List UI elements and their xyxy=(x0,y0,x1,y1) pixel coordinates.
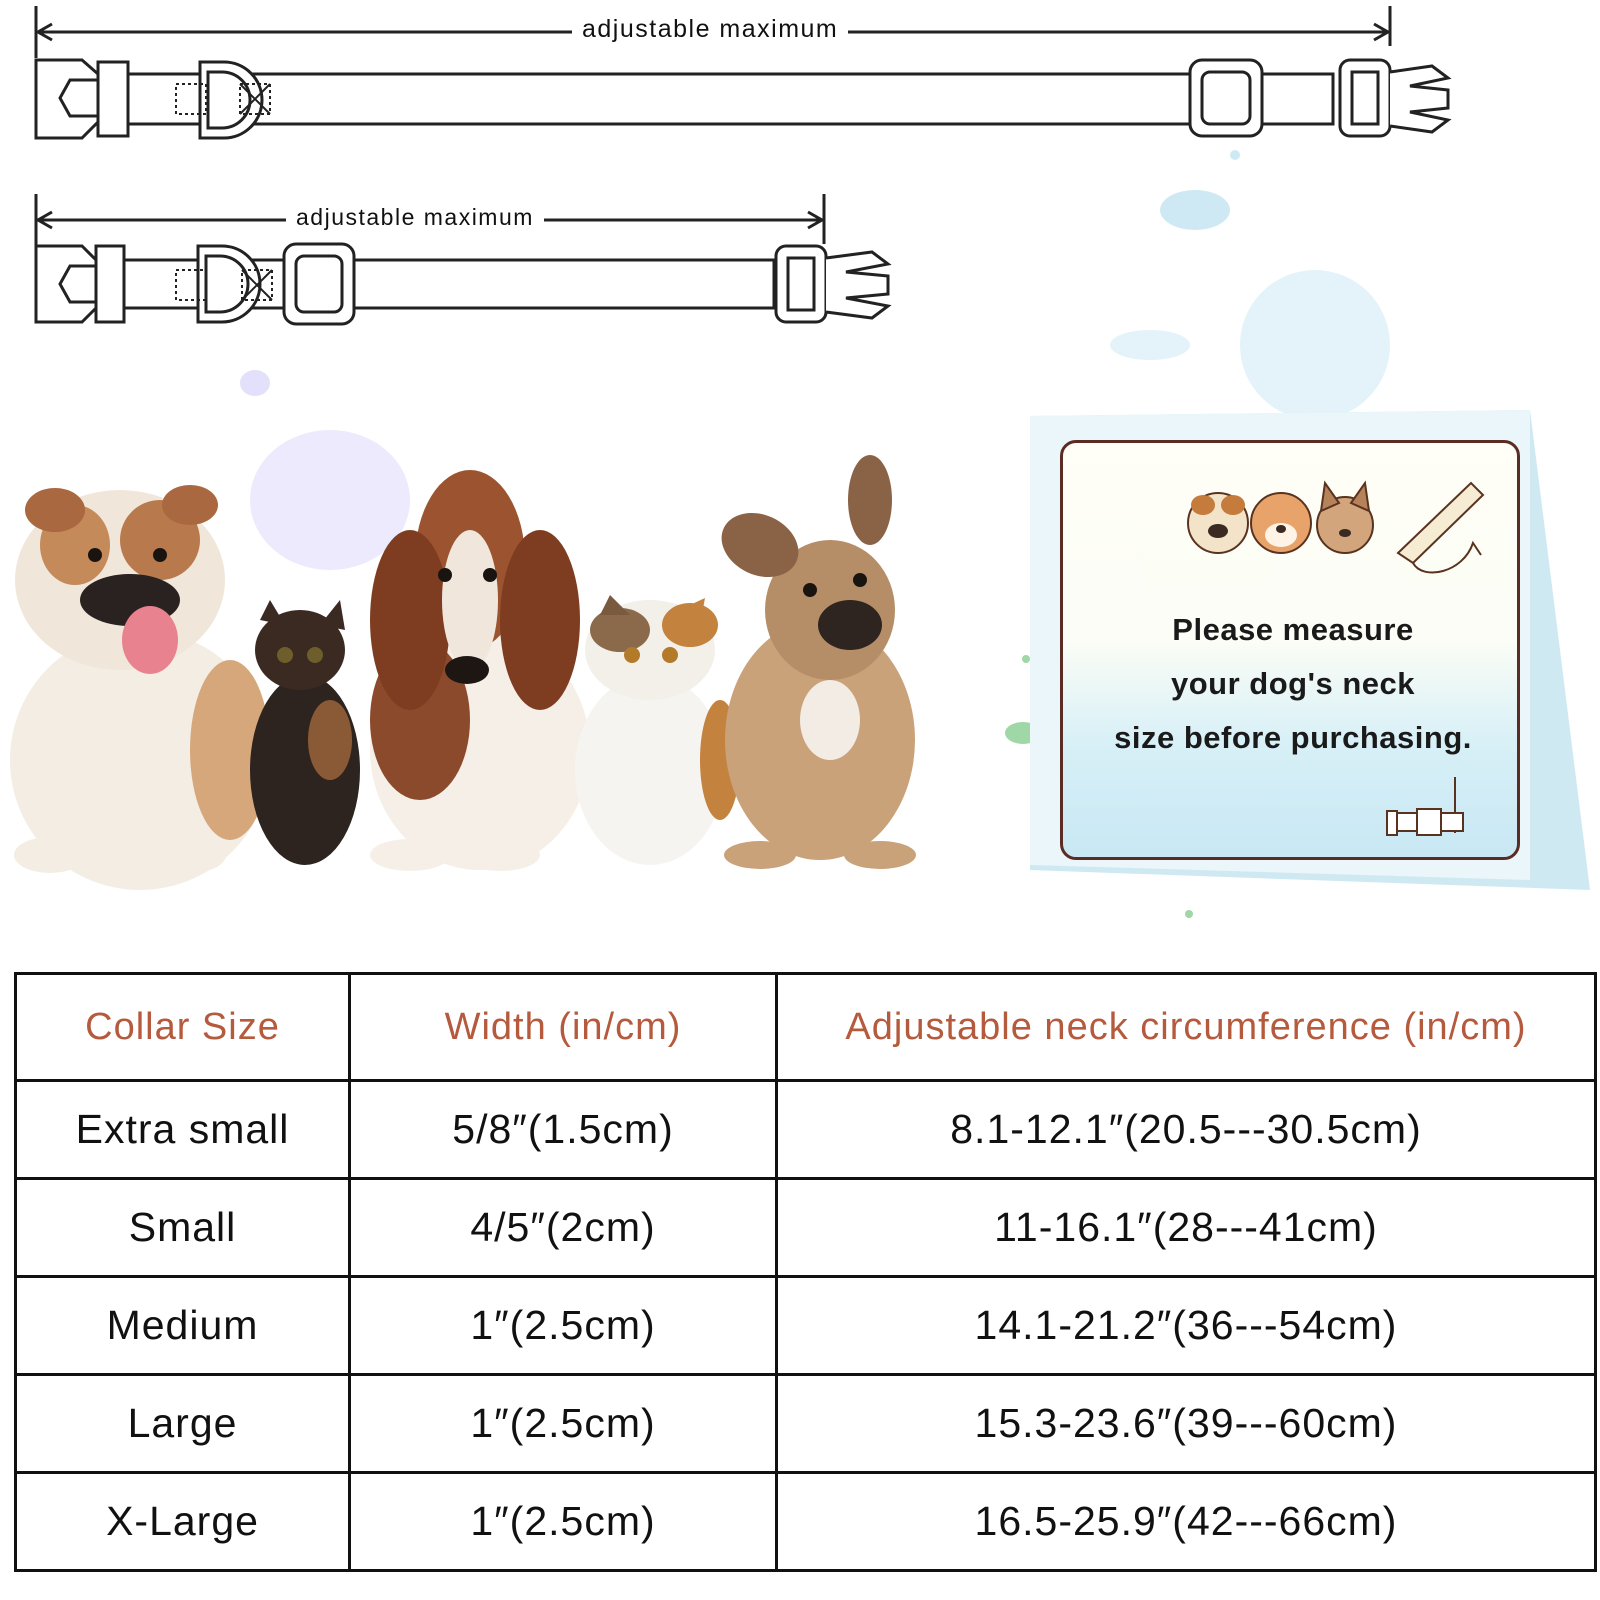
width-cell: 1″(2.5cm) xyxy=(350,1375,777,1473)
sign-line-1: Please measure xyxy=(1172,612,1414,647)
neck-cell: 14.1-21.2″(36---54cm) xyxy=(777,1277,1596,1375)
width-cell: 1″(2.5cm) xyxy=(350,1277,777,1375)
blue-splash xyxy=(1230,150,1240,160)
size-cell: Large xyxy=(16,1375,350,1473)
sign-line-2: your dog's neck xyxy=(1171,666,1415,701)
width-cell: 4/5″(2cm) xyxy=(350,1179,777,1277)
neck-cell: 8.1-12.1″(20.5---30.5cm) xyxy=(777,1081,1596,1179)
measuring-tape-icon xyxy=(1398,483,1483,573)
table-header-row xyxy=(16,974,1596,1081)
size-cell: Medium xyxy=(16,1277,350,1375)
header-collar-size: Collar Size xyxy=(16,974,350,1081)
collar-icon xyxy=(1383,773,1473,853)
table-row xyxy=(16,1179,1596,1277)
size-cell: X-Large xyxy=(16,1473,350,1571)
table-row xyxy=(16,1277,1596,1375)
table-row xyxy=(16,1375,1596,1473)
neck-cell: 11-16.1″(28---41cm) xyxy=(777,1179,1596,1277)
basset-hound-image xyxy=(370,470,590,871)
measure-sign xyxy=(1030,410,1590,910)
size-cell: Small xyxy=(16,1179,350,1277)
table-row xyxy=(16,1081,1596,1179)
long-collar-label: adjustable maximum xyxy=(572,15,848,44)
short-collar-label: adjustable maximum xyxy=(286,204,544,231)
size-cell: Extra small xyxy=(16,1081,350,1179)
size-chart-table xyxy=(14,972,1597,1572)
blue-splash xyxy=(1110,330,1190,360)
pets-illustration xyxy=(0,440,960,900)
header-neck-circumference: Adjustable neck circumference (in/cm) xyxy=(777,974,1596,1081)
corgi-face-icon xyxy=(1251,493,1311,553)
blue-splash xyxy=(1240,270,1390,420)
bulldog-face-icon xyxy=(1188,493,1248,553)
blue-splash xyxy=(1160,190,1230,230)
neck-cell: 15.3-23.6″(39---60cm) xyxy=(777,1375,1596,1473)
french-bulldog-image xyxy=(711,455,916,869)
header-width: Width (in/cm) xyxy=(350,974,777,1081)
english-bulldog-image xyxy=(10,485,270,890)
green-splash xyxy=(1185,910,1193,918)
width-cell: 5/8″(1.5cm) xyxy=(350,1081,777,1179)
sign-icons xyxy=(1063,463,1523,583)
neck-cell: 16.5-25.9″(42---66cm) xyxy=(777,1473,1596,1571)
purple-splash xyxy=(240,370,270,396)
width-cell: 1″(2.5cm) xyxy=(350,1473,777,1571)
tortoiseshell-kitten-image xyxy=(250,600,360,865)
chihuahua-face-icon xyxy=(1317,483,1373,553)
sign-line-3: size before purchasing. xyxy=(1114,720,1472,755)
green-splash xyxy=(1022,655,1030,663)
table-row xyxy=(16,1473,1596,1571)
sign-text xyxy=(1073,603,1513,765)
sign-card xyxy=(1060,440,1520,860)
exotic-shorthair-cat-image xyxy=(575,595,740,865)
